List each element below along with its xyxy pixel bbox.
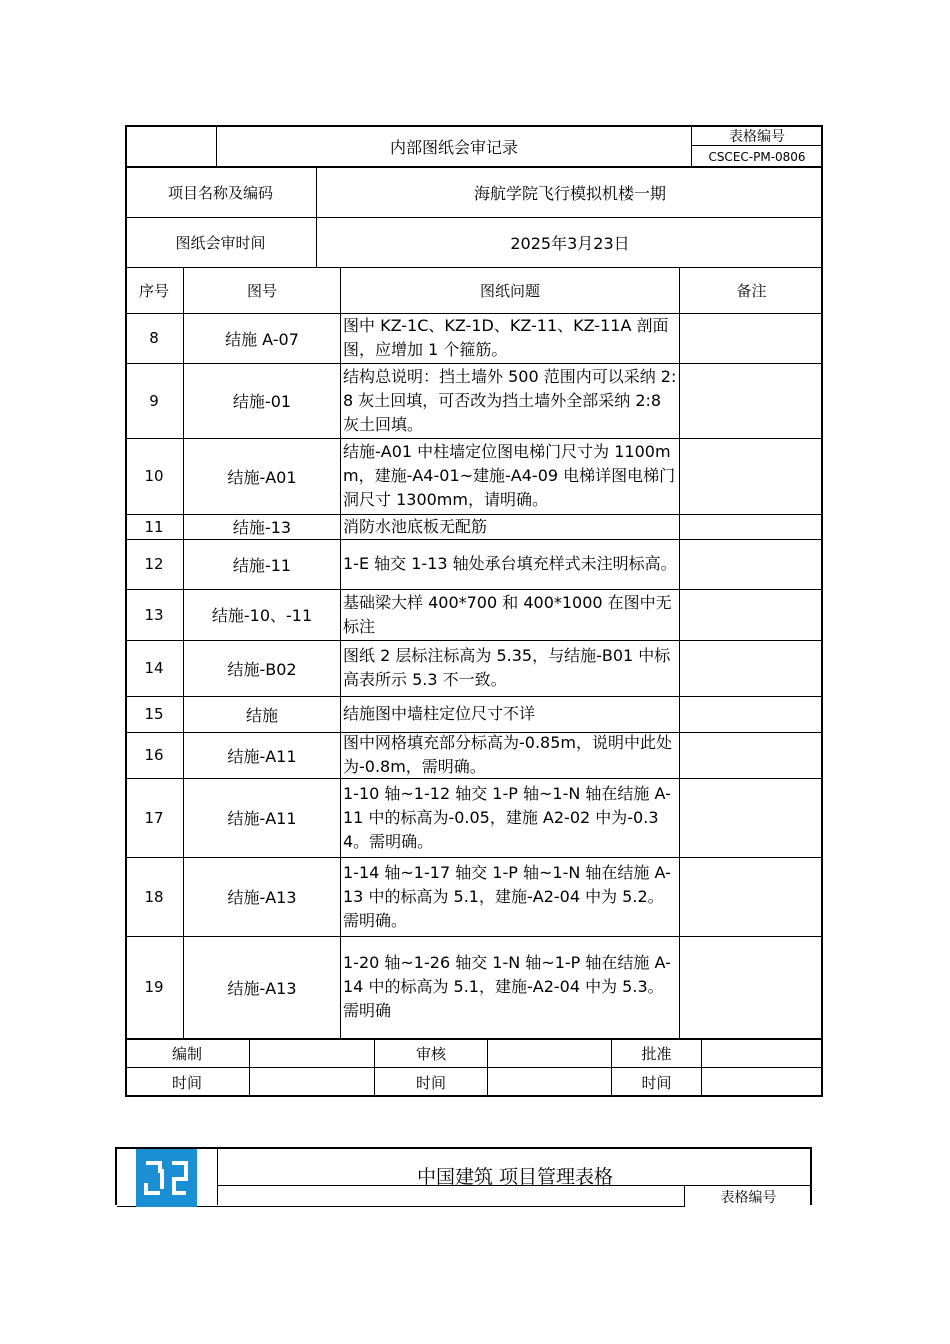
row-issue: 图中 KZ-1C、KZ-1D、KZ-11、KZ-11A 剖面图，应增加 1 个箍筋。 xyxy=(343,316,669,359)
table-row xyxy=(125,539,823,589)
row-note xyxy=(680,936,823,1038)
row-issue: 图中网格填充部分标高为-0.85m，说明中此处为-0.8m，需明确。 xyxy=(343,733,672,776)
table-row xyxy=(125,732,823,778)
table-row xyxy=(125,514,823,539)
table-row xyxy=(125,640,823,696)
row-issue: 图纸 2 层标注标高为 5.35，与结施-B01 中标高表所示 5.3 不一致。 xyxy=(343,646,671,689)
row-issue: 消防水池底板无配筋 xyxy=(343,516,488,536)
row-note xyxy=(680,514,823,539)
row-issue: 结施图中墙柱定位尺寸不详 xyxy=(343,704,536,723)
approved-label: 批准 xyxy=(641,1044,672,1063)
reviewed-time-field[interactable] xyxy=(488,1068,611,1096)
col-header-no: 序号 xyxy=(138,282,169,300)
reviewed-time-label: 时间 xyxy=(415,1073,446,1092)
row-drawing-no: 结施-B02 xyxy=(227,659,297,679)
row-drawing-no: 结施 A-07 xyxy=(225,329,299,349)
row-number: 17 xyxy=(144,808,164,827)
row-number: 11 xyxy=(144,517,164,536)
column-header-row xyxy=(125,268,823,313)
table-row xyxy=(125,313,823,363)
row-number: 19 xyxy=(144,978,164,996)
prepared-label: 编制 xyxy=(171,1044,202,1063)
next-page-header xyxy=(115,1147,812,1205)
row-drawing-no: 结施-13 xyxy=(232,518,292,537)
row-number: 8 xyxy=(149,329,159,347)
row-drawing-no: 结施-11 xyxy=(232,555,292,575)
row-note xyxy=(680,640,823,696)
table-row xyxy=(125,936,823,1038)
row-note xyxy=(680,857,823,936)
reviewed-field[interactable] xyxy=(488,1039,611,1067)
col-header-note: 备注 xyxy=(736,282,767,300)
row-issue: 结构总说明：挡土墙外 500 范围内可以采纳 2:8 灰土回填，可否改为挡土墙外全部采纳 2:8 灰土回填。 xyxy=(343,366,677,434)
row-number: 10 xyxy=(144,467,164,485)
row-note xyxy=(680,696,823,732)
prepared-time-label: 时间 xyxy=(171,1073,202,1092)
form-no: CSCEC-PM-0806 xyxy=(708,149,806,164)
row-number: 12 xyxy=(144,555,164,573)
prepared-time-field[interactable] xyxy=(250,1068,374,1096)
review-date-label: 图纸会审时间 xyxy=(175,234,266,252)
review-date-row xyxy=(125,218,823,267)
row-number: 18 xyxy=(144,887,164,906)
row-note xyxy=(680,438,823,514)
row-number: 9 xyxy=(149,391,159,410)
project-name-label: 项目名称及编码 xyxy=(167,183,273,202)
row-number: 14 xyxy=(144,659,164,677)
next-page-title: 中国建筑 项目管理表格 xyxy=(416,1166,614,1188)
row-number: 15 xyxy=(144,705,164,723)
row-number: 16 xyxy=(144,746,164,764)
table-row xyxy=(125,363,823,438)
project-name-row xyxy=(125,167,823,217)
row-note xyxy=(680,778,823,857)
row-drawing-no: 结施-10、-11 xyxy=(211,606,313,625)
cscec-logo-icon xyxy=(136,1149,197,1207)
row-issue: 1-E 轴交 1-13 轴处承台填充样式未注明标高。 xyxy=(343,554,677,573)
row-note xyxy=(680,313,823,363)
table-row xyxy=(125,438,823,514)
project-name-value: 海航学院飞行模拟机楼一期 xyxy=(473,183,666,203)
row-number: 13 xyxy=(144,605,164,624)
reviewed-label: 审核 xyxy=(415,1044,446,1063)
row-issue: 结施-A01 中柱墙定位图电梯门尺寸为 1100mm，建施-A4-01~建施-A4-09 电梯详图电梯门洞尺寸 1300mm，请明确。 xyxy=(343,442,676,509)
row-drawing-no: 结施-A13 xyxy=(227,888,297,907)
col-header-drawing: 图号 xyxy=(246,282,277,300)
row-drawing-no: 结施-A01 xyxy=(227,467,297,487)
row-drawing-no: 结施-A13 xyxy=(227,978,297,998)
col-header-issue: 图纸问题 xyxy=(479,282,540,300)
review-date-value: 2025年3月23日 xyxy=(510,234,630,253)
row-issue: 1-10 轴~1-12 轴交 1-P 轴~1-N 轴在结施 A-11 中的标高为-0.05，建施 A2-02 中为-0.34。需明确。 xyxy=(343,783,671,851)
row-drawing-no: 结施-A11 xyxy=(227,746,297,766)
form-no-label: 表格编号 xyxy=(729,128,785,145)
approved-time-label: 时间 xyxy=(641,1073,672,1092)
table-row xyxy=(125,696,823,732)
table-row xyxy=(125,589,823,640)
row-drawing-no: 结施 xyxy=(245,705,278,725)
next-page-form-no-label: 表格编号 xyxy=(720,1189,777,1206)
row-note xyxy=(680,732,823,778)
table-row xyxy=(125,778,823,857)
row-issue: 基础梁大样 400*700 和 400*1000 在图中无标注 xyxy=(343,592,672,636)
table-row xyxy=(125,857,823,936)
approved-time-field[interactable] xyxy=(702,1068,823,1096)
cscec-logo xyxy=(136,1149,197,1207)
header-row xyxy=(125,125,823,167)
form-title: 内部图纸会审记录 xyxy=(389,137,518,157)
approved-field[interactable] xyxy=(702,1039,823,1067)
row-drawing-no: 结施-01 xyxy=(232,392,292,411)
row-note xyxy=(680,539,823,589)
signoff-section xyxy=(125,1039,823,1096)
row-note xyxy=(680,363,823,438)
row-drawing-no: 结施-A11 xyxy=(227,809,297,828)
row-note xyxy=(680,589,823,640)
row-issue: 1-20 轴~1-26 轴交 1-N 轴~1-P 轴在结施 A-14 中的标高为 5.1，建施-A2-04 中为 5.3。需明确 xyxy=(343,953,671,1020)
prepared-field[interactable] xyxy=(250,1039,374,1067)
row-issue: 1-14 轴~1-17 轴交 1-P 轴~1-N 轴在结施 A-13 中的标高为 5.1，建施-A2-04 中为 5.2。需明确。 xyxy=(343,862,671,930)
